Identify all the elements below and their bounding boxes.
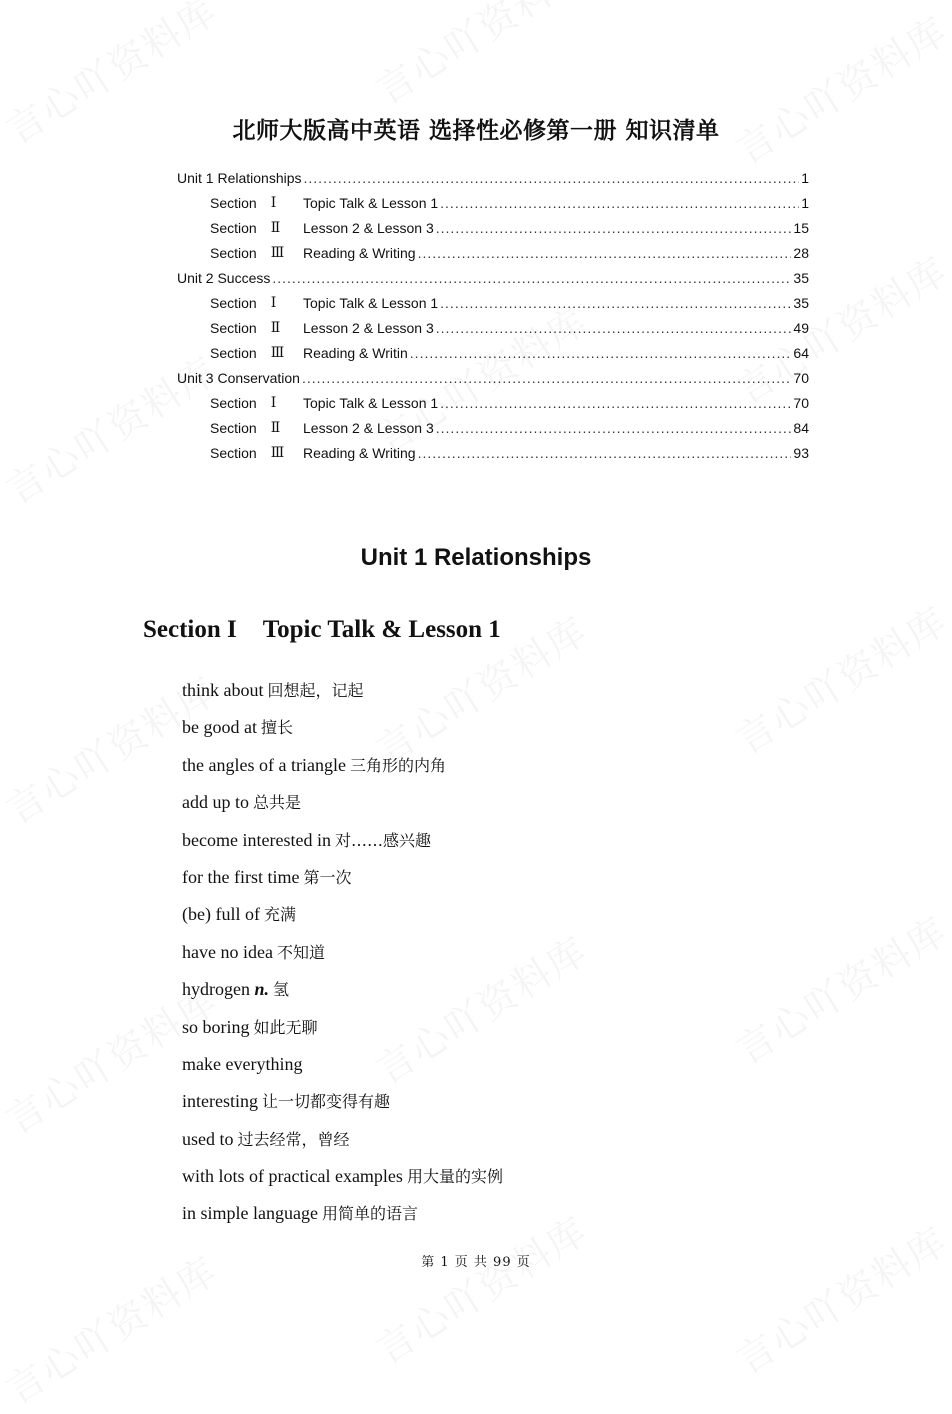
watermark-text xyxy=(724,591,952,765)
toc-unit-row[interactable] xyxy=(177,266,809,291)
toc-page-number: 35 xyxy=(793,295,809,311)
vocab-chinese: 过去经常，曾经 xyxy=(237,1129,350,1149)
vocab-english: the angles of a triangle xyxy=(182,754,346,775)
toc-leader-dots xyxy=(410,341,792,366)
section-number: Section I xyxy=(143,616,237,643)
vocab-chinese: 氢 xyxy=(273,980,290,1000)
toc-leader-dots xyxy=(418,441,792,466)
toc-section-word: Section xyxy=(210,395,257,411)
toc-section-number xyxy=(210,441,303,466)
vocab-english: used to xyxy=(182,1128,234,1149)
vocab-chinese: 用简单的语言 xyxy=(321,1204,418,1224)
toc-leader-dots xyxy=(436,216,792,241)
toc-leader-dots xyxy=(436,416,792,441)
toc-unit-row[interactable] xyxy=(177,366,809,391)
vocab-english: make everything xyxy=(182,1053,303,1074)
toc-entry-title: Unit 3 Conservation xyxy=(177,370,300,386)
toc-leader-dots xyxy=(436,316,792,341)
toc-page-number: 84 xyxy=(793,420,809,436)
toc-entry-title: Lesson 2 & Lesson 3 xyxy=(303,220,434,236)
toc-section-word: Section xyxy=(210,420,257,436)
vocab-item xyxy=(182,864,503,901)
toc-page-number: 1 xyxy=(801,170,809,186)
vocab-chinese: 三角形的内角 xyxy=(349,755,446,775)
toc-leader-dots xyxy=(304,166,800,191)
vocab-english: hydrogen xyxy=(182,979,250,1000)
vocab-chinese: 总共是 xyxy=(253,793,302,813)
toc-section-roman: Ⅰ xyxy=(270,395,277,411)
toc-leader-dots xyxy=(418,241,792,266)
toc-leader-dots xyxy=(440,291,791,316)
vocab-english: (be) full of xyxy=(182,904,260,925)
vocab-chinese: 如此无聊 xyxy=(253,1017,318,1037)
vocab-chinese: 用大量的实例 xyxy=(406,1167,503,1187)
toc-page-number: 35 xyxy=(793,270,809,286)
toc-section-word: Section xyxy=(210,220,257,236)
toc-page-number: 64 xyxy=(793,345,809,361)
toc-entry-title: Unit 1 Relationships xyxy=(177,170,302,186)
toc-section-number xyxy=(210,291,303,316)
toc-entry-title: Unit 2 Success xyxy=(177,270,271,286)
toc-entry-title: Lesson 2 & Lesson 3 xyxy=(303,420,434,436)
page-footer: 第 1 页 共 99 页 xyxy=(421,1255,531,1270)
vocab-english: think about xyxy=(182,680,264,700)
toc-section-row[interactable] xyxy=(177,241,809,266)
toc-section-roman: Ⅲ xyxy=(270,445,285,461)
toc-entry-title: Reading & Writing xyxy=(303,445,416,461)
watermark-text xyxy=(724,1211,952,1385)
toc-section-number xyxy=(210,241,303,266)
vocab-item xyxy=(182,1200,503,1237)
vocab-item xyxy=(182,976,503,1013)
toc-section-word: Section xyxy=(210,345,257,361)
vocab-item xyxy=(182,714,503,751)
toc-section-number xyxy=(210,191,303,216)
toc-entry-title: Topic Talk & Lesson 1 xyxy=(303,395,439,411)
toc-page-number: 28 xyxy=(793,245,809,261)
toc-leader-dots xyxy=(440,391,791,416)
document-title: 北师大版高中英语 选择性必修第一册 知识清单 xyxy=(232,118,720,144)
toc-section-number xyxy=(210,316,303,341)
toc-section-row[interactable] xyxy=(177,441,809,466)
toc-section-word: Section xyxy=(210,320,257,336)
vocab-item xyxy=(182,1088,503,1125)
vocab-english: in simple language xyxy=(182,1203,318,1224)
vocab-item xyxy=(182,1126,503,1163)
toc-entry-title: Topic Talk & Lesson 1 xyxy=(303,295,439,311)
toc-section-roman: Ⅱ xyxy=(270,320,281,336)
toc-section-word: Section xyxy=(210,195,257,211)
vocab-item xyxy=(182,901,503,938)
vocab-english: for the first time xyxy=(182,866,300,887)
watermark-text xyxy=(724,901,952,1075)
toc-section-roman: Ⅲ xyxy=(270,245,285,261)
toc-entry-title: Reading & Writing xyxy=(303,245,416,261)
toc-page-number: 49 xyxy=(793,320,809,336)
toc-section-roman: Ⅰ xyxy=(270,195,277,211)
toc-unit-row[interactable] xyxy=(177,166,809,191)
toc-page-number: 1 xyxy=(801,195,809,211)
vocab-chinese: 回想起，记起 xyxy=(267,681,364,700)
toc-entry-title: Topic Talk & Lesson 1 xyxy=(303,195,439,211)
vocab-english: add up to xyxy=(182,792,249,813)
toc-section-roman: Ⅱ xyxy=(270,420,281,436)
watermark-text xyxy=(724,1,952,175)
toc-section-number xyxy=(210,341,303,366)
vocab-item xyxy=(182,677,503,714)
toc-section-word: Section xyxy=(210,295,257,311)
vocabulary-list xyxy=(182,677,503,1238)
vocab-english: interesting xyxy=(182,1091,258,1112)
toc-section-row[interactable] xyxy=(177,191,809,216)
table-of-contents xyxy=(177,166,809,466)
vocab-item xyxy=(182,939,503,976)
toc-entry-title: Lesson 2 & Lesson 3 xyxy=(303,320,434,336)
toc-section-row[interactable] xyxy=(177,416,809,441)
toc-section-row[interactable] xyxy=(177,316,809,341)
vocab-english: be good at xyxy=(182,717,257,738)
toc-page-number: 70 xyxy=(793,395,809,411)
toc-section-number xyxy=(210,216,303,241)
vocab-english: have no idea xyxy=(182,941,273,962)
vocab-item xyxy=(182,1014,503,1051)
toc-section-word: Section xyxy=(210,245,257,261)
toc-section-number xyxy=(210,391,303,416)
vocab-item xyxy=(182,789,503,826)
watermark-text xyxy=(364,0,597,114)
vocab-chinese: 充满 xyxy=(263,905,296,925)
vocab-item xyxy=(182,752,503,789)
vocab-english: with lots of practical examples xyxy=(182,1166,403,1187)
vocab-chinese: 让一切都变得有趣 xyxy=(261,1092,390,1112)
toc-section-row[interactable] xyxy=(177,216,809,241)
toc-section-row[interactable] xyxy=(177,291,809,316)
toc-section-roman: Ⅲ xyxy=(270,345,285,361)
toc-page-number: 70 xyxy=(793,370,809,386)
vocab-english: become interested in xyxy=(182,829,331,850)
toc-section-roman: Ⅰ xyxy=(270,295,277,311)
toc-entry-title: Reading & Writin xyxy=(303,345,408,361)
toc-leader-dots xyxy=(272,266,791,291)
toc-section-row[interactable] xyxy=(177,391,809,416)
vocab-chinese: 第一次 xyxy=(303,867,352,887)
vocab-english: so boring xyxy=(182,1016,250,1037)
toc-leader-dots xyxy=(440,191,799,216)
unit-heading: Unit 1 Relationships xyxy=(360,544,592,571)
vocab-item xyxy=(182,827,503,864)
vocab-chinese: 对……感兴趣 xyxy=(334,830,431,850)
toc-leader-dots xyxy=(302,366,791,391)
toc-section-roman: Ⅱ xyxy=(270,220,281,236)
section-title: Topic Talk & Lesson 1 xyxy=(262,616,501,643)
vocab-chinese: 不知道 xyxy=(276,942,325,962)
toc-section-number xyxy=(210,416,303,441)
toc-page-number: 15 xyxy=(793,220,809,236)
toc-section-word: Section xyxy=(210,445,257,461)
vocab-part-of-speech: n. xyxy=(249,979,269,1000)
section-heading xyxy=(143,616,501,644)
toc-section-row[interactable] xyxy=(177,341,809,366)
vocab-item xyxy=(182,1051,503,1088)
vocab-chinese: 擅长 xyxy=(260,718,293,738)
vocab-item xyxy=(182,1163,503,1200)
toc-page-number: 93 xyxy=(793,445,809,461)
